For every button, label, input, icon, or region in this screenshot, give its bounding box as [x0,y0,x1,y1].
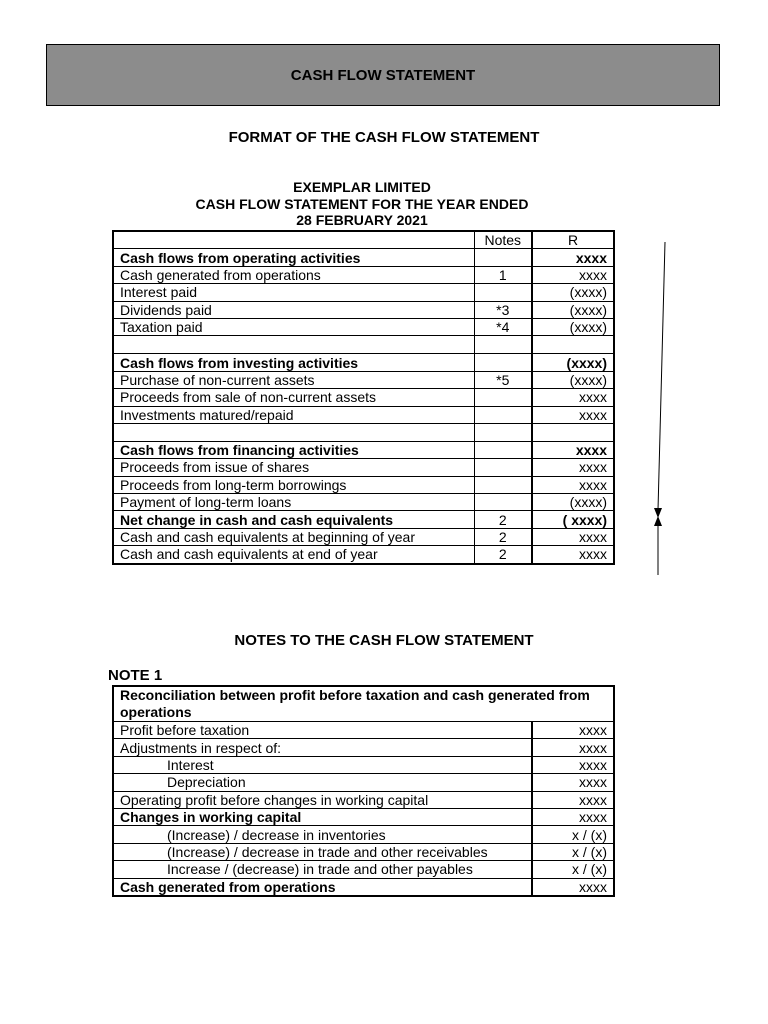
row-note-ref: *4 [474,318,532,335]
row-amount: xxxx [532,739,614,756]
table-row [113,528,614,545]
table-row [113,318,614,335]
row-label: (Increase) / decrease in inventories [113,826,532,843]
table-row [113,808,614,825]
row-amount: xxxx [532,774,614,791]
row-note-ref [474,494,532,511]
row-amount [532,336,614,354]
row-amount: xxxx [532,249,614,266]
row-amount: (xxxx) [532,371,614,388]
table-row [113,826,614,843]
row-label: Proceeds from issue of shares [113,459,474,476]
row-amount: xxxx [532,459,614,476]
table-row [113,791,614,808]
table-row [113,494,614,511]
table-row [113,774,614,791]
row-note-ref [474,423,532,441]
table-row [113,739,614,756]
row-note-ref [474,249,532,266]
row-label: Profit before taxation [113,722,532,739]
row-note-ref: 2 [474,528,532,545]
row-amount: (xxxx) [532,284,614,301]
table-row [113,371,614,388]
row-note-ref [474,284,532,301]
row-amount: xxxx [532,808,614,825]
row-amount: x / (x) [532,861,614,878]
row-label: (Increase) / decrease in trade and other receivables [113,843,532,860]
row-label: Taxation paid [113,318,474,335]
statement-title: CASH FLOW STATEMENT FOR THE YEAR ENDED [195,195,529,212]
table-row [113,266,614,283]
row-label: Cash generated from operations [113,878,532,896]
row-amount: xxxx [532,476,614,493]
row-note-ref: 2 [474,546,532,564]
row-label: Proceeds from sale of non-current assets [113,389,474,406]
table-row [113,511,614,528]
header-notes: Notes [474,231,532,249]
note1-title-row [113,686,614,722]
row-note-ref: *5 [474,371,532,388]
row-amount: xxxx [532,722,614,739]
row-label: Payment of long-term loans [113,494,474,511]
row-note-ref [474,354,532,371]
row-note-ref [474,336,532,354]
row-label: Cash flows from financing activities [113,441,474,458]
header-description [113,231,474,249]
cash-flow-table [112,230,615,565]
statement-date: 28 FEBRUARY 2021 [296,212,428,228]
notes-heading: NOTES TO THE CASH FLOW STATEMENT [234,632,534,649]
row-amount: xxxx [532,756,614,773]
header-amount: R [532,231,614,249]
row-label [113,423,474,441]
format-heading: FORMAT OF THE CASH FLOW STATEMENT [228,129,540,146]
row-note-ref: *3 [474,301,532,318]
row-note-ref: 2 [474,511,532,528]
row-label: Cash generated from operations [113,266,474,283]
row-amount: xxxx [532,266,614,283]
table-row [113,441,614,458]
row-note-ref [474,441,532,458]
row-label: Net change in cash and cash equivalents [113,511,474,528]
spacer-row [113,336,614,354]
flow-arrows-graphic [640,230,680,580]
note1-label: NOTE 1 [108,667,163,684]
table-row [113,301,614,318]
row-label: Operating profit before changes in working capital [113,791,532,808]
table-header-row [113,231,614,249]
row-label: Proceeds from long-term borrowings [113,476,474,493]
down-arrow-line [658,242,665,510]
row-label: Interest [113,756,532,773]
row-amount: x / (x) [532,826,614,843]
row-label [113,336,474,354]
company-title-block [112,179,612,229]
row-label: Adjustments in respect of: [113,739,532,756]
table-row [113,878,614,896]
row-note-ref [474,389,532,406]
row-label: Changes in working capital [113,808,532,825]
note1-reconciliation-table [112,685,615,897]
row-amount: (xxxx) [532,318,614,335]
row-amount: xxxx [532,406,614,423]
table-row [113,843,614,860]
row-amount: xxxx [532,528,614,545]
row-label: Cash flows from investing activities [113,354,474,371]
table-row [113,249,614,266]
row-amount: xxxx [532,791,614,808]
table-row [113,354,614,371]
row-amount: xxxx [532,878,614,896]
table-row [113,722,614,739]
row-amount: (xxxx) [532,354,614,371]
table-row [113,459,614,476]
row-label: Interest paid [113,284,474,301]
table-row [113,406,614,423]
table-row [113,476,614,493]
row-label: Investments matured/repaid [113,406,474,423]
row-amount: xxxx [532,546,614,564]
table-row [113,546,614,564]
row-amount [532,423,614,441]
row-label: Dividends paid [113,301,474,318]
row-note-ref [474,459,532,476]
row-label: Depreciation [113,774,532,791]
banner-title: CASH FLOW STATEMENT [290,66,476,84]
table-row [113,861,614,878]
page-banner [46,44,720,106]
row-amount: (xxxx) [532,301,614,318]
table-row [113,389,614,406]
row-label: Purchase of non-current assets [113,371,474,388]
row-label: Cash flows from operating activities [113,249,474,266]
spacer-row [113,423,614,441]
company-name: EXEMPLAR LIMITED [293,179,431,195]
row-note-ref: 1 [474,266,532,283]
row-amount: xxxx [532,389,614,406]
row-note-ref [474,476,532,493]
row-amount: x / (x) [532,843,614,860]
row-label: Increase / (decrease) in trade and other payables [113,861,532,878]
row-label: Cash and cash equivalents at beginning of year [113,528,474,545]
row-label: Cash and cash equivalents at end of year [113,546,474,564]
row-amount: xxxx [532,441,614,458]
row-amount: (xxxx) [532,494,614,511]
note1-title: Reconciliation between profit before taxation and cash generated from operations [113,686,614,722]
table-row [113,756,614,773]
row-note-ref [474,406,532,423]
table-row [113,284,614,301]
row-amount: ( xxxx) [532,511,614,528]
